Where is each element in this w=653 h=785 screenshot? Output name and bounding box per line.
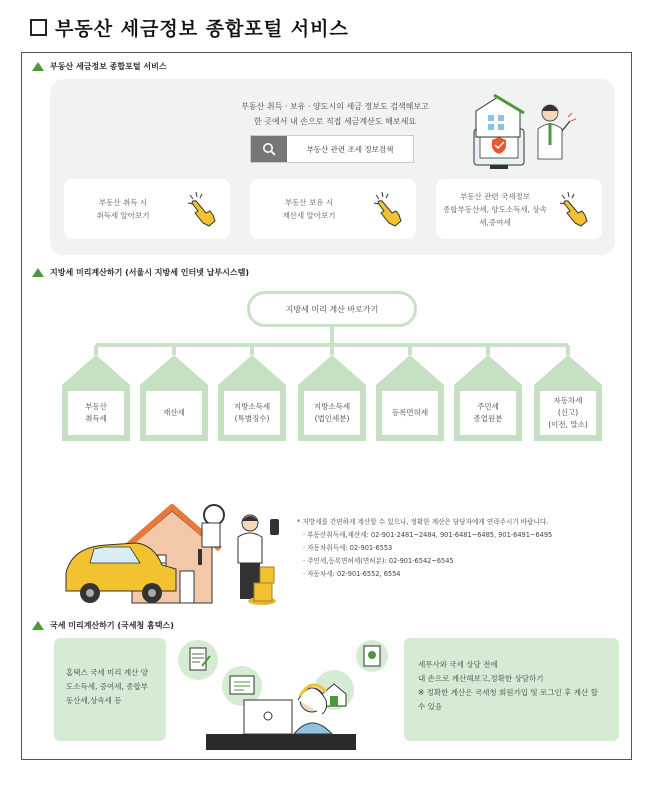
checkbox-square-icon (30, 19, 47, 36)
house-resident-tax[interactable]: 주민세 종업원분 (452, 353, 524, 443)
page-title-text: 부동산 세금정보 종합포털 서비스 (55, 18, 349, 40)
content-frame (21, 52, 632, 760)
tax-consult-card[interactable]: 세무사와 국세 상담 전에 내 손으로 계산해보고,정확한 상담하기 ※ 정확한 계산은 국세청 회원가입 및 로그인 후 계산 할 수 있음 (404, 638, 619, 741)
house-local-income-tax-corporate[interactable]: 지방소득세 (법인세분) (296, 353, 368, 443)
house-property-tax[interactable]: 재산세 (138, 353, 210, 443)
contact-line: · 주민세,등록면허세(면허분): 02-901-6542~6545 (303, 557, 454, 565)
section3-heading: 국세 미리계산하기 (국세청 홈택스) (32, 620, 174, 631)
contact-note: * 지방세를 간편하게 계산할 수 있으나, 정확한 계산은 담당자에게 연락주시기 바랍니다. (297, 518, 549, 526)
triangle-bullet-icon (32, 621, 44, 630)
acquisition-tax-card[interactable]: 부동산 취득 시 취득세 알아보기 (64, 179, 230, 239)
section1-intro: 부동산 취득 · 보유 · 양도시의 세금 정보도 검색해보고 한 곳에서 내 손으로 직접 세금계산도 해보세요 (241, 102, 429, 126)
section2-heading: 지방세 미리계산하기 (서울시 지방세 인터넷 납부시스템) (32, 267, 249, 278)
house-registration-license-tax[interactable]: 등록면허세 (374, 353, 446, 443)
laptop-person-illustration (172, 638, 397, 753)
contact-line: · 자동차취득세: 02-901-6553 (303, 544, 393, 552)
contact-line: · 자동차세: 02-901-6552, 6554 (303, 570, 401, 578)
connector-lines (22, 53, 633, 373)
house-local-income-tax-special[interactable]: 지방소득세 (특별징수) (216, 353, 288, 443)
house-acquisition-tax[interactable]: 부동산 취득세 (60, 353, 132, 443)
hometax-calc-card[interactable]: 홈택스 국세 미리 계산 양 도소득세, 증여세, 종합부 동산세,상속세 등 (54, 638, 166, 741)
national-tax-card[interactable]: 부동산 관련 국세정보 종합부동산세, 양도소득세, 상속 세,증여세 (436, 179, 602, 239)
page-title (30, 14, 349, 41)
local-tax-calc-button[interactable]: 지방세 미리 계산 바로가기 (247, 291, 417, 327)
section1-heading: 부동산 세금정보 종합포털 서비스 (32, 61, 167, 72)
property-tax-card[interactable]: 부동산 보유 시 재산세 알아보기 (250, 179, 416, 239)
contact-line: · 부동산취득세,재산세: 02-901-2481~2484, 901-6481~6485, 901-6491~6495 (303, 531, 553, 539)
tax-info-search-button[interactable]: 부동산 관련 조세 정보검색 (250, 135, 414, 163)
car-house-illustration (62, 493, 282, 613)
contact-info (297, 516, 597, 581)
house-vehicle-tax[interactable]: 자동차세 (신고) (이전, 말소) (532, 353, 604, 443)
